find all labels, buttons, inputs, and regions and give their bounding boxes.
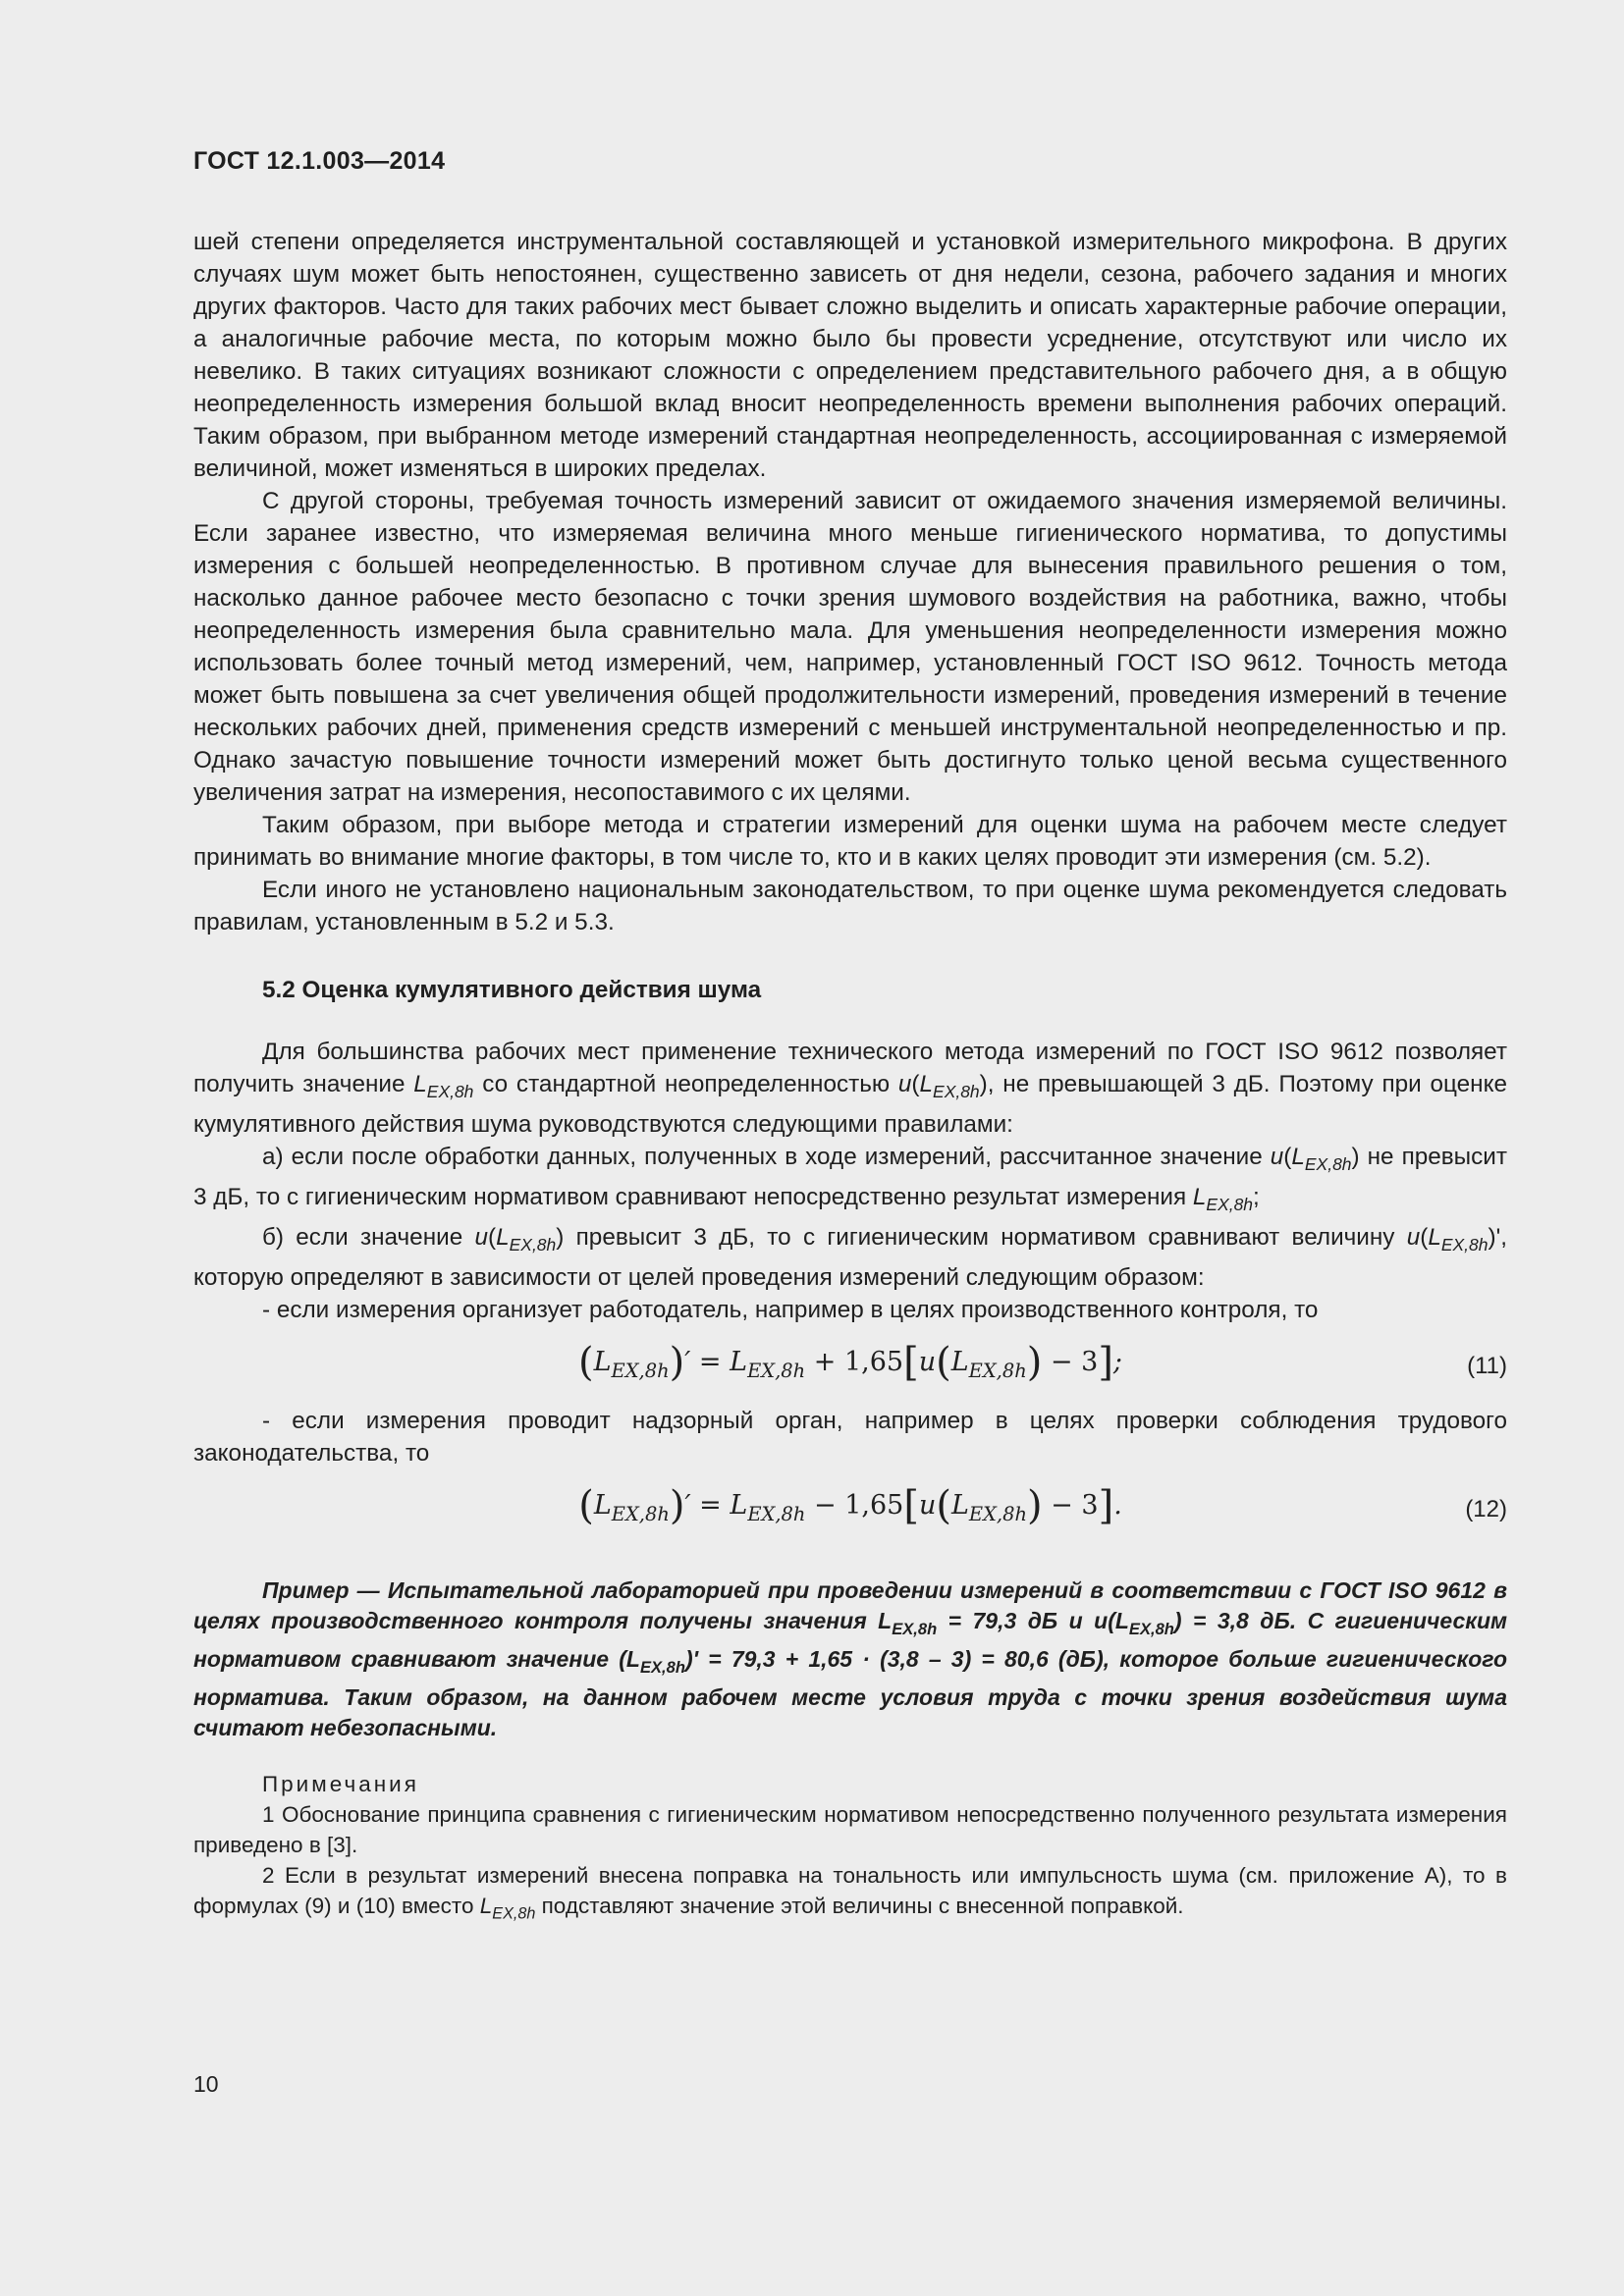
paragraph-4: Если иного не установлено национальным законодательством, то при оценке шума рекомендуется следовать правилам, установленным в 5.2 и 5.3.	[193, 877, 1507, 935]
document-header: ГОСТ 12.1.003—2014	[193, 147, 446, 175]
equation-number-12: (12)	[1465, 1495, 1507, 1522]
dash-item-supervisor: - если измерения проводит надзорный орган, например в целях проверки соблюдения трудового законодательства, то	[193, 1408, 1507, 1468]
paragraph-3: Таким образом, при выборе метода и стратегии измерений для оценки шума на рабочем месте следует принимать во внимание многие факторы, в том числе то, кто и в каких целях проводит эти измерения (см. 5.2).	[193, 812, 1507, 871]
rule-b: б) если значение $u(L_{EX,8h})$ превысит 3 дБ, то с гигиеническим нормативом сравнивают величину $u(L_{EX,8h})'$, которую определяют в зависимости от целей проведения измерений следующим образом:	[193, 1224, 1507, 1292]
page-number: 10	[193, 2071, 219, 2097]
formula-11: $(L_{EX,8h})' = L_{EX,8h} + 1,65[u(L_{EX,8h}) - 3]$; (11)	[577, 1339, 1507, 1385]
main-text	[193, 226, 1507, 1930]
notes-heading: Примечания	[262, 1772, 419, 1796]
note-1: 1 Обоснование принципа сравнения с гигиеническим нормативом непосредственно полученного результата измерения приведено в [3].	[193, 1802, 1507, 1857]
notes-block	[193, 1769, 1507, 1930]
note-2: 2 Если в результат измерений внесена поправка на тональность или импульсность шума (см. приложение А), то в формулах (9) и (10) вместо $L_{EX,8h}$ подставляют значение этой величины с внесенной поправкой.	[193, 1863, 1507, 1923]
formula-12: $(L_{EX,8h})' = L_{EX,8h} - 1,65[u(L_{EX,8h}) - 3]$. (12)	[578, 1482, 1507, 1528]
section-title: 5.2 Оценка кумулятивного действия шума	[262, 977, 762, 1003]
paragraph-1: шей степени определяется инструментальной составляющей и установкой измерительного микрофона. В других случаях шум может быть непостоянен, существенно зависеть от дня недели, сезона, рабочего задания и многих других факторов. Часто для таких рабочих мест бывает сложно выделить и описать характерные рабочие операции, а аналогичные рабочие места, по которым можно было бы провести усреднение, отсутствуют или число их невелико. В таких ситуациях возникают сложности с определением представительного рабочего дня, а в общую неопределенность измерения большой вклад вносит неопределенность времени выполнения рабочих операций. Таким образом, при выбранном методе измерений стандартная неопределенность, ассоциированная с измеряемой величиной, может изменяться в широких пределах.	[193, 229, 1507, 482]
example-block: Пример — Испытательной лабораторией при проведении измерений в соответствии с ГОСТ ISO 9612 в целях производственного контроля получены значения $L_{EX,8h} = 79,3$ дБ и $u(L_{EX,8h}) = 3,8$ дБ. С гигиеническим нормативом сравнивают значение $(L_{EX,8h})' = 79,3 + 1,65 \cdot (3,8 - 3) = 80,6$ (дБ), которое больше гигиенического норматива. Таким образом, на данном рабочем месте условия труда с точки зрения воздействия шума считают небезопасными.	[193, 1577, 1508, 1740]
paragraph-2: С другой стороны, требуемая точность измерений зависит от ожидаемого значения измеряемой величины. Если заранее известно, что измеряемая величина много меньше гигиенического норматива, то допустимы измерения с большей неопределенностью. В противном случае для вынесения правильного решения о том, насколько данное рабочее место безопасно с точки зрения шумового воздействия на работника, важно, чтобы неопределенность измерения была сравнительно мала. Для уменьшения неопределенности измерения можно использовать более точный метод измерений, чем, например, установленный ГОСТ ISO 9612. Точность метода может быть повышена за счет увеличения общей продолжительности измерений, проведения измерений в течение нескольких рабочих дней, применения средств измерений с меньшей инструментальной неопределенностью и пр. Однако зачастую повышение точности измерений может быть достигнуто только ценой весьма существенного увеличения затрат на измерения, несопоставимого с их целями.	[193, 488, 1507, 806]
section-paragraph: Для большинства рабочих мест применение технического метода измерений по ГОСТ ISO 9612 позволяет получить значение $L_{EX,8h}$ со стандартной неопределенностью $u(L_{EX,8h})$, не превышающей 3 дБ. Поэтому при оценке кумулятивного действия шума руководствуются следующими правилами:	[193, 1039, 1507, 1139]
dash-item-employer: - если измерения организует работодатель, например в целях производственного контроля, то	[262, 1297, 1319, 1324]
equation-number-11: (11)	[1467, 1352, 1507, 1379]
rule-a: а) если после обработки данных, полученных в ходе измерений, рассчитанное значение $u(L_{EX,8h})$ не превысит 3 дБ, то с гигиеническим нормативом сравнивают непосредственно результат измерения $L_{EX,8h}$;	[193, 1144, 1507, 1215]
